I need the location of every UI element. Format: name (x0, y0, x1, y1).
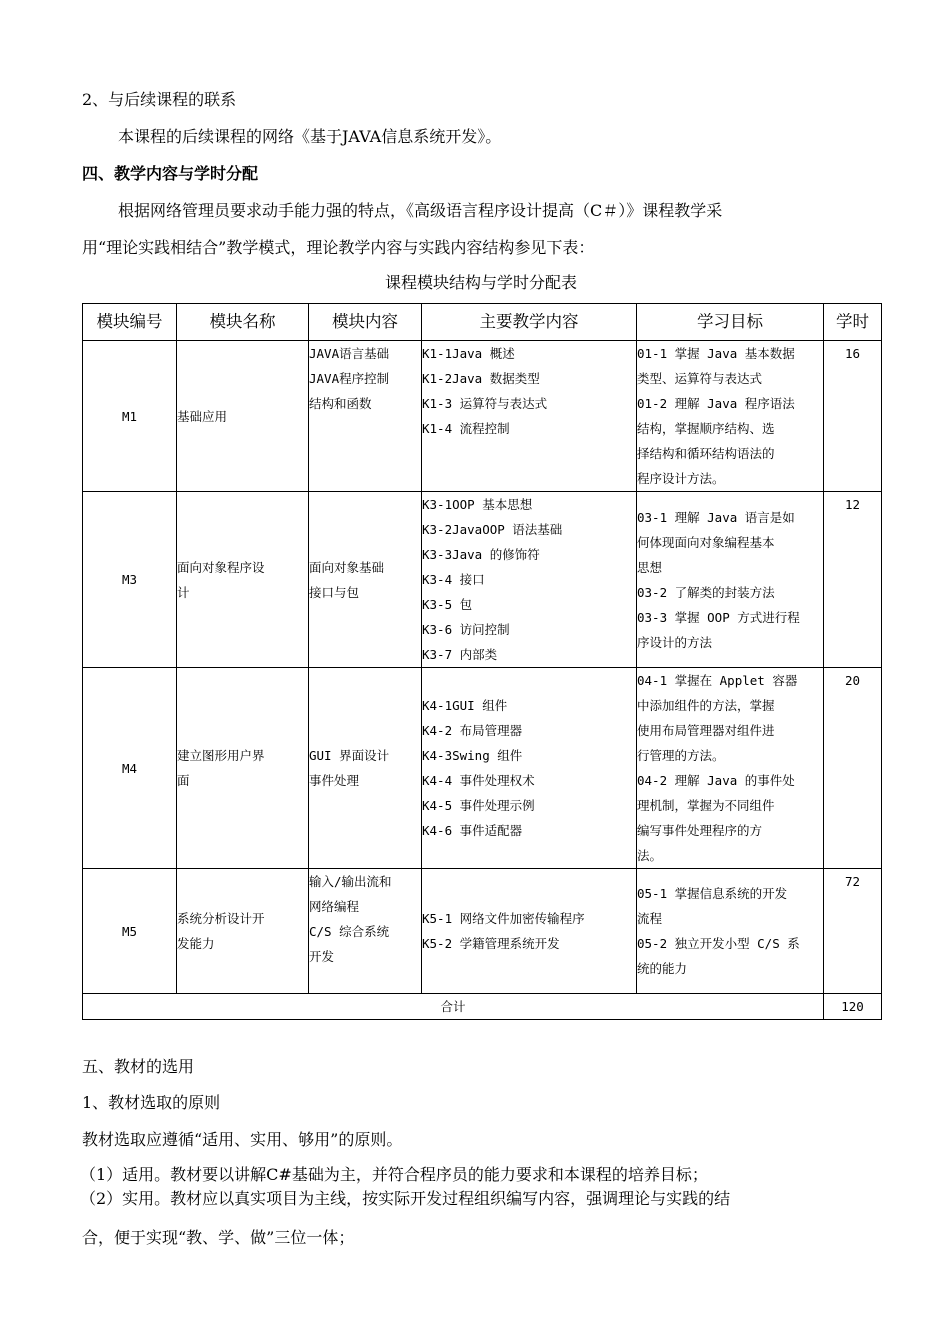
table-caption: 课程模块结构与学时分配表 (384, 273, 577, 292)
content-line: 输入/输出流和 (309, 874, 392, 889)
goal-line: 思想 (637, 559, 663, 575)
section-heading-content: 四、教学内容与学时分配 (82, 164, 259, 183)
main-line: K4-3Swing 组件 (422, 748, 523, 763)
module-id-text: M4 (121, 760, 138, 776)
module-content (309, 341, 422, 492)
goal-line: 编写事件处理程序的方 (637, 823, 763, 838)
module-name-line: 计 (177, 584, 190, 600)
main-line: K3-6 访问控制 (422, 622, 510, 637)
main-line: K4-6 事件适配器 (422, 823, 523, 838)
list-item-applicable: （1）适用。教材要以讲解C#基础为主，并符合程序员的能力要求和本课程的培养目标； (80, 1165, 708, 1184)
content-line: JAVA语言基础 (309, 346, 390, 361)
goal-line: 择结构和循环结构语法的 (637, 446, 775, 461)
goal-line: 理机制，掌握为不同组件 (637, 798, 775, 813)
goal-line: 结构，掌握顺序结构、选 (637, 421, 775, 436)
table-row (83, 668, 882, 869)
module-name-line: 基础应用 (177, 408, 228, 424)
content-line: 开发 (309, 949, 335, 964)
main-line: K4-4 事件处理权术 (422, 773, 535, 788)
header-main-content: 主要教学内容 (422, 304, 637, 341)
module-id-text: M1 (121, 408, 138, 424)
content-line: C/S 综合系统 (309, 924, 390, 939)
total-label: 合计 (83, 994, 824, 1020)
goal-line: 03-3 掌握 OOP 方式进行程 (637, 609, 800, 625)
header-module-name: 模块名称 (177, 304, 309, 341)
list-item-practical-line1: （2）实用。教材应以真实项目为主线，按实际开发过程组织编写内容，强调理论与实践的结 (80, 1189, 731, 1208)
goal-line: 行管理的方法。 (637, 748, 725, 763)
module-content (309, 869, 422, 994)
module-name (177, 492, 309, 668)
goal-line: 03-2 了解类的封装方法 (637, 584, 775, 600)
module-id (83, 668, 177, 869)
main-content (422, 341, 637, 492)
main-line: K1-2Java 数据类型 (422, 371, 540, 386)
main-line: K5-1 网络文件加密传输程序 (422, 911, 585, 926)
module-name-line: 发能力 (177, 936, 215, 951)
learning-goals (637, 869, 824, 994)
module-id-text: M5 (121, 923, 138, 939)
paragraph-principle: 教材选取应遵循“适用、实用、够用”的原则。 (82, 1130, 403, 1149)
list-item-practical-line2: 合，便于实现“教、学、做”三位一体； (82, 1228, 355, 1247)
hours: 20 (824, 668, 882, 869)
main-line: K3-7 内部类 (422, 647, 498, 662)
module-name-line: 建立图形用户界 (177, 748, 265, 763)
module-name (177, 668, 309, 869)
hours: 12 (824, 492, 882, 668)
main-line: K3-2JavaOOP 语法基础 (422, 522, 563, 537)
goal-line: 中添加组件的方法，掌握 (637, 698, 775, 713)
goal-line: 05-2 独立开发小型 C/S 系 (637, 936, 800, 951)
table-header-row (83, 304, 882, 341)
goal-line: 流程 (637, 911, 663, 926)
main-content (422, 869, 637, 994)
paragraph-intro-line2: 用“理论实践相结合”教学模式，理论教学内容与实践内容结构参见下表： (82, 238, 595, 257)
module-id (83, 869, 177, 994)
learning-goals (637, 492, 824, 668)
hours: 72 (824, 869, 882, 994)
goal-line: 03-1 理解 Java 语言是如 (637, 509, 795, 525)
total-hours: 120 (824, 994, 882, 1020)
subheading-textbook-principle: 1、教材选取的原则 (82, 1093, 221, 1112)
goal-line: 统的能力 (637, 961, 688, 976)
module-name-line: 系统分析设计开 (177, 911, 265, 926)
section-heading-follow-up: 2、与后续课程的联系 (82, 90, 237, 109)
module-id (83, 492, 177, 668)
goal-line: 05-1 掌握信息系统的开发 (637, 886, 788, 901)
main-line: K3-5 包 (422, 597, 473, 612)
main-line: K1-3 运算符与表达式 (422, 396, 548, 411)
paragraph-intro-line1: 根据网络管理员要求动手能力强的特点，《高级语言程序设计提高（C＃）》课程教学采 (118, 201, 723, 220)
main-content (422, 492, 637, 668)
course-module-table (82, 303, 882, 1020)
goal-line: 序设计的方法 (637, 634, 713, 650)
main-line: K3-4 接口 (422, 572, 485, 587)
module-name (177, 869, 309, 994)
main-line: K3-1OOP 基本思想 (422, 497, 533, 512)
goal-line: 法。 (637, 848, 663, 863)
learning-goals (637, 341, 824, 492)
module-name (177, 341, 309, 492)
table-row (83, 341, 882, 492)
table-row (83, 869, 882, 994)
content-line: JAVA程序控制 (309, 371, 390, 386)
hours: 16 (824, 341, 882, 492)
module-content (309, 492, 422, 668)
content-line: GUI 界面设计 (309, 748, 390, 763)
content-line: 面向对象基础 (309, 559, 385, 575)
goal-line: 01-1 掌握 Java 基本数据 (637, 346, 795, 361)
content-line: 事件处理 (309, 773, 360, 788)
main-content (422, 668, 637, 869)
section-heading-textbook: 五、教材的选用 (82, 1057, 195, 1076)
main-line: K1-1Java 概述 (422, 346, 515, 361)
module-id-text: M3 (121, 572, 138, 587)
paragraph-follow-up: 本课程的后续课程的网络《基于JAVA信息系统开发》。 (118, 127, 502, 146)
header-learning-goals: 学习目标 (637, 304, 824, 341)
goal-line: 使用布局管理器对组件进 (637, 723, 775, 738)
goal-line: 程序设计方法。 (637, 471, 725, 486)
main-line: K4-1GUI 组件 (422, 698, 508, 713)
main-line: K5-2 学籍管理系统开发 (422, 936, 560, 951)
module-id (83, 341, 177, 492)
goal-line: 04-2 理解 Java 的事件处 (637, 773, 795, 788)
content-line: 结构和函数 (309, 396, 372, 411)
table-row (83, 492, 882, 668)
table-total-row (83, 994, 882, 1020)
module-name-line: 面 (177, 773, 190, 788)
module-content (309, 668, 422, 869)
goal-line: 04-1 掌握在 Applet 容器 (637, 673, 798, 688)
header-module-content: 模块内容 (309, 304, 422, 341)
module-name-line: 面向对象程序设 (177, 559, 265, 575)
header-hours: 学时 (824, 304, 882, 341)
main-line: K4-2 布局管理器 (422, 723, 523, 738)
main-line: K4-5 事件处理示例 (422, 798, 535, 813)
goal-line: 01-2 理解 Java 程序语法 (637, 396, 795, 411)
main-line: K3-3Java 的修饰符 (422, 547, 540, 562)
goal-line: 类型、运算符与表达式 (637, 371, 763, 386)
goal-line: 何体现面向对象编程基本 (637, 534, 775, 550)
content-line: 网络编程 (309, 899, 360, 914)
main-line: K1-4 流程控制 (422, 421, 510, 436)
content-line: 接口与包 (309, 584, 360, 600)
header-module-id: 模块编号 (83, 304, 177, 341)
learning-goals (637, 668, 824, 869)
